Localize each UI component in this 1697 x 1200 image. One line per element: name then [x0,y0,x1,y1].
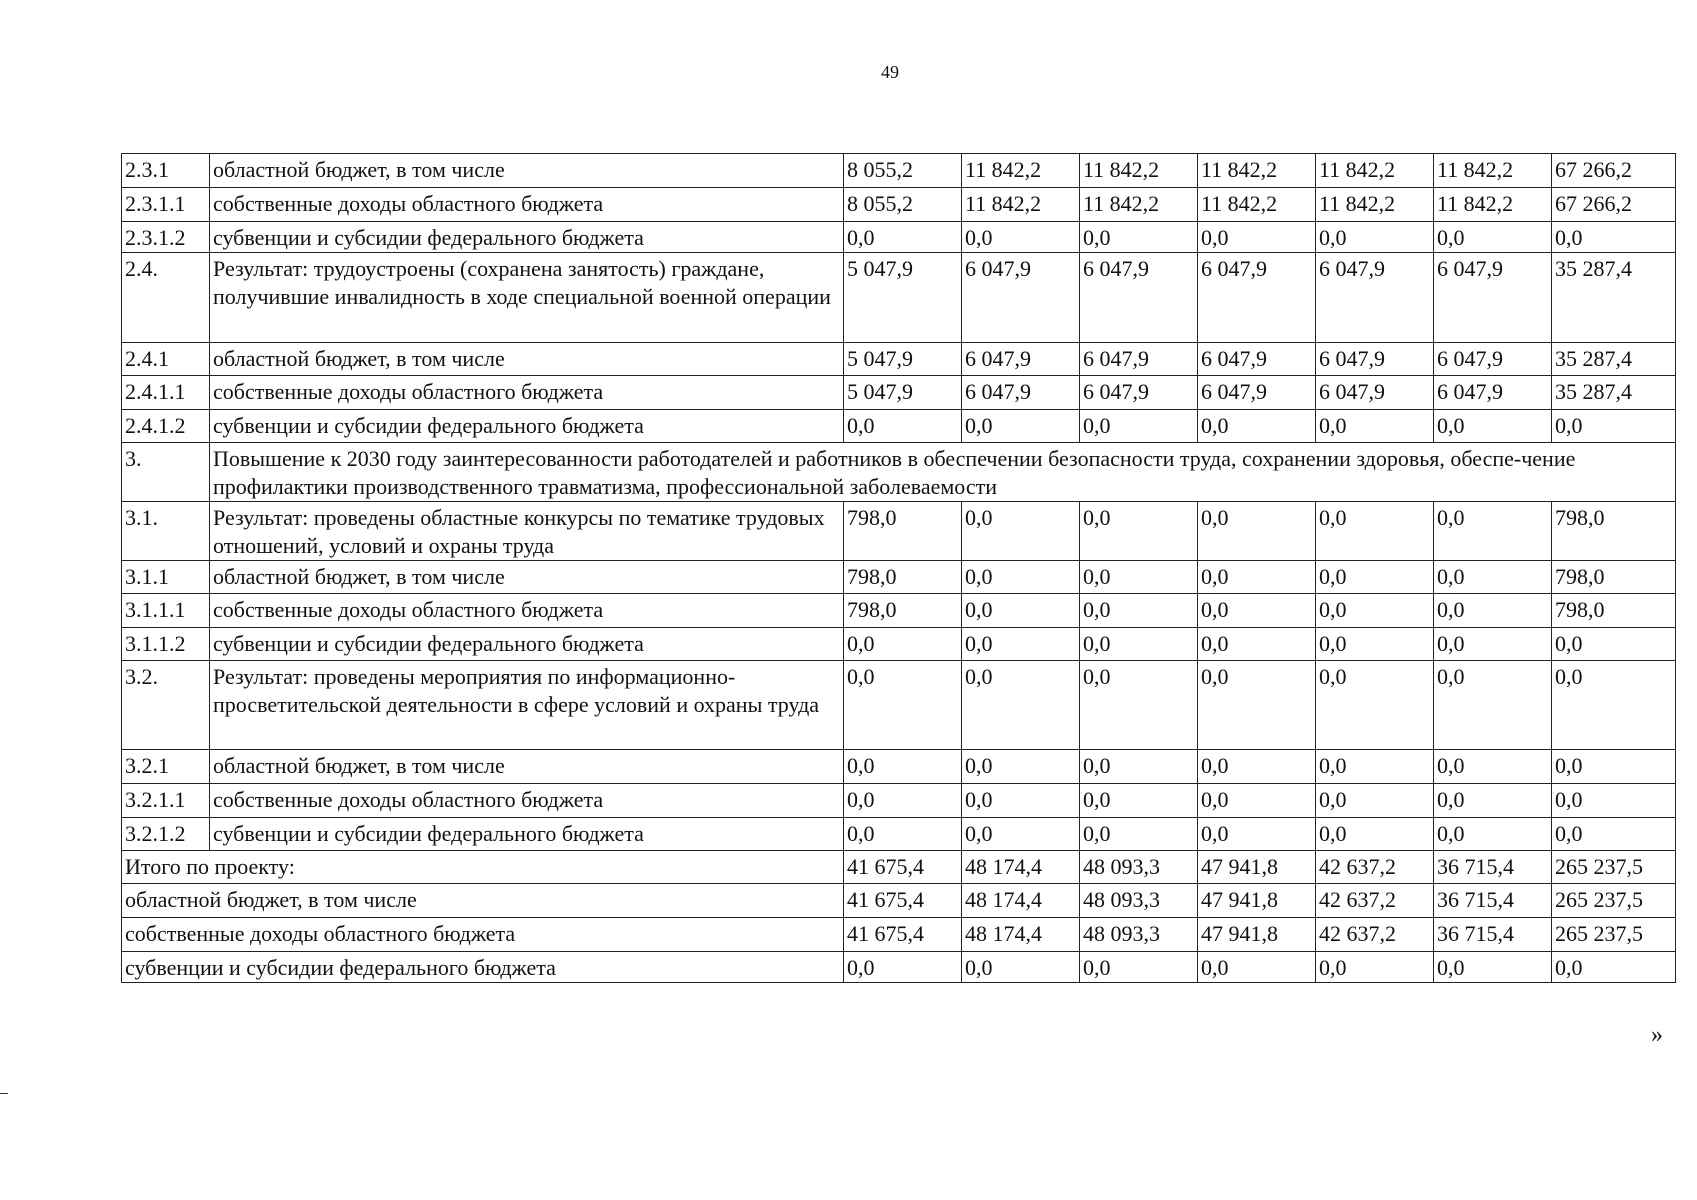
row-name: субвенции и субсидии федерального бюджета [210,818,844,851]
value-cell: 11 842,2 [962,154,1080,188]
row-name: Результат: трудоустроены (сохранена занятость) граждане, получившие инвалидность в ходе специальной военной операции [210,253,844,343]
total-value-cell: 0,0 [1552,952,1676,983]
value-cell: 0,0 [1434,628,1552,661]
value-cell: 6 047,9 [1434,343,1552,376]
total-value-cell: 36 715,4 [1434,851,1552,884]
total-label: собственные доходы областного бюджета [122,918,844,952]
table-body [122,154,1676,983]
total-value-cell: 48 093,3 [1080,851,1198,884]
table-row [122,818,1676,851]
value-cell: 798,0 [844,561,962,594]
row-name: субвенции и субсидии федерального бюджета [210,628,844,661]
row-name: субвенции и субсидии федерального бюджета [210,222,844,253]
value-cell: 0,0 [962,661,1080,750]
value-cell: 0,0 [1434,661,1552,750]
total-value-cell: 0,0 [1198,952,1316,983]
row-code: 3.1.1.2 [122,628,210,661]
value-cell: 0,0 [962,410,1080,443]
value-cell: 0,0 [1316,628,1434,661]
value-cell: 67 266,2 [1552,188,1676,222]
value-cell: 11 842,2 [1080,188,1198,222]
value-cell: 0,0 [1552,661,1676,750]
value-cell: 6 047,9 [1198,253,1316,343]
row-code: 3.2.1 [122,750,210,784]
value-cell: 0,0 [1198,784,1316,818]
value-cell: 11 842,2 [1434,154,1552,188]
value-cell: 0,0 [1080,750,1198,784]
total-value-cell: 48 093,3 [1080,918,1198,952]
total-value-cell: 42 637,2 [1316,884,1434,918]
total-value-cell: 48 093,3 [1080,884,1198,918]
value-cell: 0,0 [1316,818,1434,851]
value-cell: 6 047,9 [1434,253,1552,343]
value-cell: 0,0 [844,410,962,443]
value-cell: 0,0 [1080,502,1198,561]
row-name: областной бюджет, в том числе [210,561,844,594]
value-cell: 6 047,9 [1434,376,1552,410]
row-name: Повышение к 2030 году заинтересованности работодателей и работников в обеспечении безопасности труда, сохранении здоровья, обеспе-чение профилактики производственного травматизма, профессиональной заболеваемости [210,443,1676,502]
value-cell: 6 047,9 [1080,376,1198,410]
table-row [122,188,1676,222]
table-row [122,784,1676,818]
value-cell: 798,0 [1552,594,1676,628]
value-cell: 0,0 [962,502,1080,561]
value-cell: 0,0 [962,222,1080,253]
row-code: 3. [122,443,210,502]
value-cell: 11 842,2 [962,188,1080,222]
value-cell: 6 047,9 [1316,376,1434,410]
row-code: 2.4.1.2 [122,410,210,443]
value-cell: 0,0 [844,818,962,851]
value-cell: 35 287,4 [1552,343,1676,376]
table-row [122,253,1676,343]
table-row [122,443,1676,502]
value-cell: 0,0 [1316,410,1434,443]
value-cell: 0,0 [1080,594,1198,628]
value-cell: 0,0 [1198,502,1316,561]
value-cell: 0,0 [1080,561,1198,594]
row-name: областной бюджет, в том числе [210,343,844,376]
value-cell: 0,0 [962,784,1080,818]
value-cell: 0,0 [1434,410,1552,443]
total-value-cell: 265 237,5 [1552,851,1676,884]
value-cell: 0,0 [962,750,1080,784]
row-code: 3.2.1.1 [122,784,210,818]
value-cell: 11 842,2 [1316,188,1434,222]
total-value-cell: 47 941,8 [1198,884,1316,918]
row-code: 2.4. [122,253,210,343]
total-value-cell: 48 174,4 [962,918,1080,952]
value-cell: 798,0 [1552,561,1676,594]
row-name: собственные доходы областного бюджета [210,784,844,818]
value-cell: 8 055,2 [844,188,962,222]
row-name: областной бюджет, в том числе [210,750,844,784]
value-cell: 0,0 [1552,222,1676,253]
value-cell: 798,0 [844,594,962,628]
row-name: субвенции и субсидии федерального бюджета [210,410,844,443]
value-cell: 0,0 [1080,784,1198,818]
value-cell: 0,0 [1434,561,1552,594]
total-value-cell: 0,0 [1316,952,1434,983]
value-cell: 0,0 [1080,222,1198,253]
total-value-cell: 0,0 [1080,952,1198,983]
value-cell: 6 047,9 [1080,253,1198,343]
total-value-cell: 41 675,4 [844,884,962,918]
value-cell: 11 842,2 [1198,188,1316,222]
value-cell: 0,0 [1198,594,1316,628]
total-value-cell: 0,0 [1434,952,1552,983]
value-cell: 0,0 [1198,661,1316,750]
value-cell: 0,0 [1434,818,1552,851]
value-cell: 0,0 [962,628,1080,661]
table-row [122,502,1676,561]
row-name: областной бюджет, в том числе [210,154,844,188]
row-code: 2.4.1 [122,343,210,376]
total-value-cell: 41 675,4 [844,851,962,884]
value-cell: 0,0 [1552,410,1676,443]
total-value-cell: 41 675,4 [844,918,962,952]
value-cell: 6 047,9 [1316,343,1434,376]
total-label: Итого по проекту: [122,851,844,884]
value-cell: 6 047,9 [1198,343,1316,376]
total-value-cell: 0,0 [962,952,1080,983]
value-cell: 0,0 [1316,561,1434,594]
value-cell: 0,0 [844,628,962,661]
value-cell: 0,0 [844,661,962,750]
total-label: субвенции и субсидии федерального бюджета [122,952,844,983]
table-row [122,628,1676,661]
row-code: 3.2. [122,661,210,750]
total-value-cell: 48 174,4 [962,884,1080,918]
row-name: Результат: проведены областные конкурсы по тематике трудовых отношений, условий и охраны труда [210,502,844,561]
total-value-cell: 36 715,4 [1434,884,1552,918]
value-cell: 0,0 [1316,661,1434,750]
value-cell: 0,0 [1316,750,1434,784]
value-cell: 0,0 [844,784,962,818]
row-code: 2.3.1.1 [122,188,210,222]
value-cell: 0,0 [1198,410,1316,443]
value-cell: 0,0 [1434,222,1552,253]
row-name: собственные доходы областного бюджета [210,594,844,628]
value-cell: 0,0 [1080,818,1198,851]
value-cell: 0,0 [1316,502,1434,561]
value-cell: 35 287,4 [1552,253,1676,343]
value-cell: 11 842,2 [1316,154,1434,188]
value-cell: 0,0 [962,594,1080,628]
value-cell: 0,0 [1198,818,1316,851]
value-cell: 35 287,4 [1552,376,1676,410]
total-value-cell: 42 637,2 [1316,918,1434,952]
value-cell: 6 047,9 [1080,343,1198,376]
value-cell: 0,0 [1552,750,1676,784]
value-cell: 0,0 [1198,628,1316,661]
total-value-cell: 265 237,5 [1552,918,1676,952]
value-cell: 11 842,2 [1434,188,1552,222]
value-cell: 0,0 [1552,818,1676,851]
value-cell: 6 047,9 [962,343,1080,376]
total-row [122,851,1676,884]
value-cell: 0,0 [1080,661,1198,750]
total-value-cell: 42 637,2 [1316,851,1434,884]
row-code: 2.3.1 [122,154,210,188]
table-row [122,561,1676,594]
value-cell: 0,0 [1434,784,1552,818]
row-name: собственные доходы областного бюджета [210,376,844,410]
total-row [122,952,1676,983]
value-cell: 6 047,9 [962,253,1080,343]
value-cell: 5 047,9 [844,253,962,343]
value-cell: 5 047,9 [844,376,962,410]
value-cell: 0,0 [1198,561,1316,594]
value-cell: 0,0 [1434,594,1552,628]
value-cell: 0,0 [1316,222,1434,253]
value-cell: 0,0 [844,750,962,784]
value-cell: 798,0 [1552,502,1676,561]
value-cell: 11 842,2 [1080,154,1198,188]
budget-table [121,153,1676,983]
row-code: 2.3.1.2 [122,222,210,253]
row-code: 2.4.1.1 [122,376,210,410]
value-cell: 67 266,2 [1552,154,1676,188]
value-cell: 0,0 [1198,750,1316,784]
table-row [122,343,1676,376]
total-value-cell: 0,0 [844,952,962,983]
total-value-cell: 47 941,8 [1198,918,1316,952]
value-cell: 0,0 [962,561,1080,594]
value-cell: 0,0 [1316,784,1434,818]
value-cell: 6 047,9 [1316,253,1434,343]
row-code: 3.1. [122,502,210,561]
total-label: областной бюджет, в том числе [122,884,844,918]
row-code: 3.1.1.1 [122,594,210,628]
total-value-cell: 47 941,8 [1198,851,1316,884]
table-row [122,410,1676,443]
value-cell: 798,0 [844,502,962,561]
row-code: 3.2.1.2 [122,818,210,851]
value-cell: 8 055,2 [844,154,962,188]
value-cell: 6 047,9 [1198,376,1316,410]
value-cell: 0,0 [1080,410,1198,443]
row-code: 3.1.1 [122,561,210,594]
table-row [122,376,1676,410]
value-cell: 0,0 [1316,594,1434,628]
value-cell: 0,0 [1552,628,1676,661]
row-name: Результат: проведены мероприятия по информационно-просветительской деятельности в сфере условий и охраны труда [210,661,844,750]
value-cell: 0,0 [844,222,962,253]
value-cell: 0,0 [1198,222,1316,253]
total-value-cell: 36 715,4 [1434,918,1552,952]
value-cell: 0,0 [1434,750,1552,784]
value-cell: 0,0 [1080,628,1198,661]
table-row [122,750,1676,784]
table-row [122,154,1676,188]
value-cell: 0,0 [962,818,1080,851]
closing-quote-mark: » [1651,1022,1663,1048]
margin-mark [0,1093,8,1094]
table-row [122,661,1676,750]
value-cell: 6 047,9 [962,376,1080,410]
total-row [122,884,1676,918]
value-cell: 5 047,9 [844,343,962,376]
value-cell: 0,0 [1552,784,1676,818]
row-name: собственные доходы областного бюджета [210,188,844,222]
value-cell: 11 842,2 [1198,154,1316,188]
total-value-cell: 48 174,4 [962,851,1080,884]
page-number: 49 [881,62,899,82]
total-row [122,918,1676,952]
table-row [122,594,1676,628]
total-value-cell: 265 237,5 [1552,884,1676,918]
value-cell: 0,0 [1434,502,1552,561]
table-row [122,222,1676,253]
